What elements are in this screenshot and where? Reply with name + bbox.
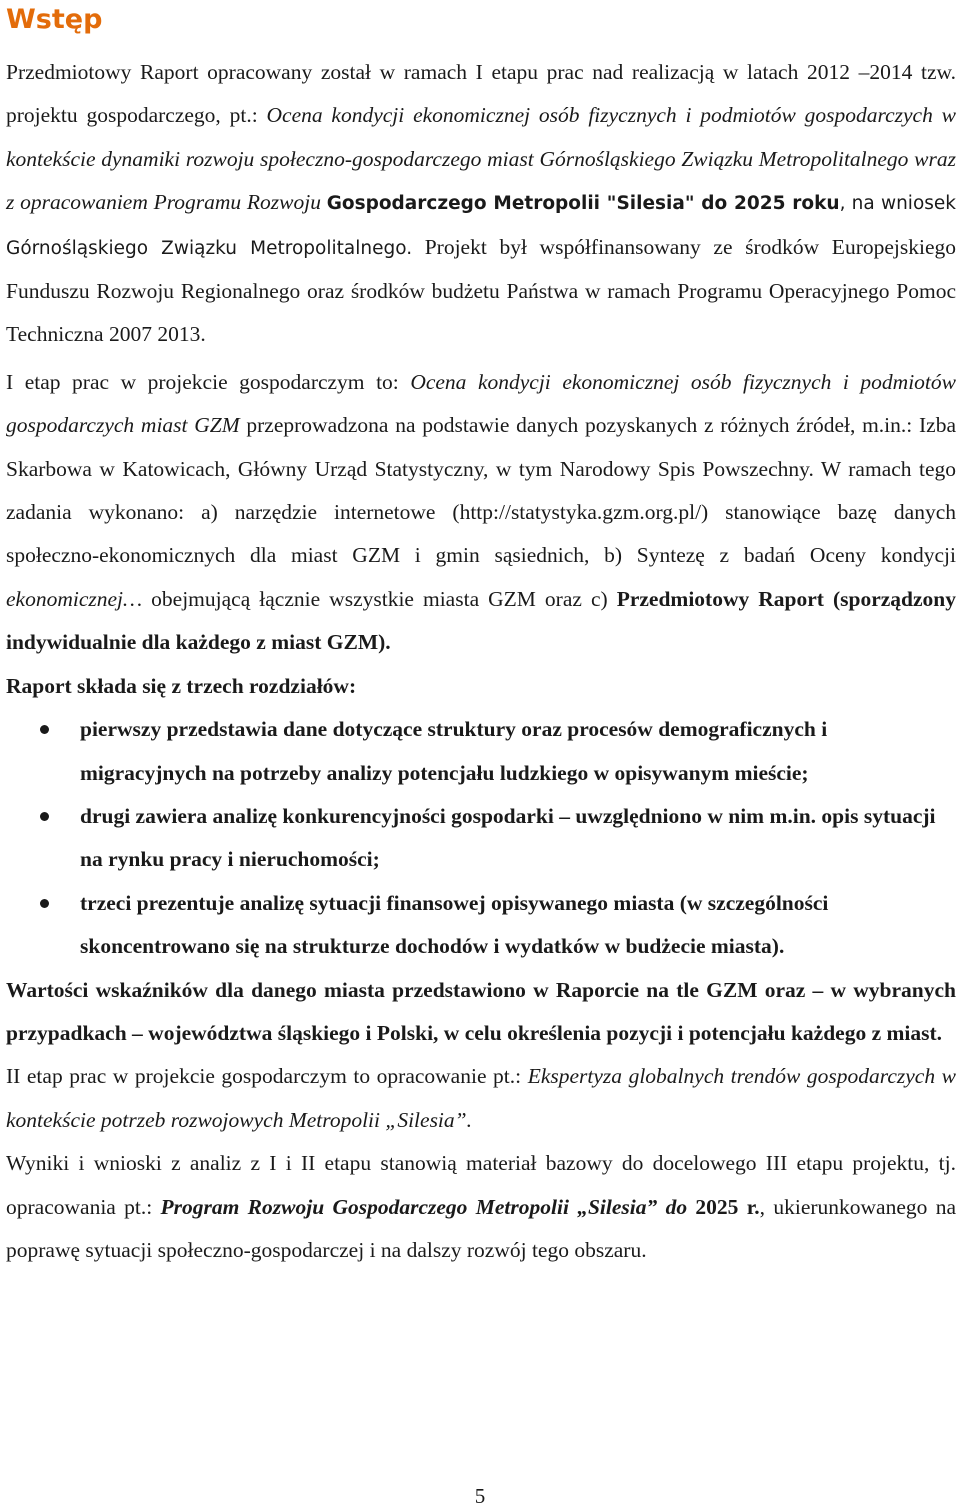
- stage-one-report: Przedmiotowy Raport (sporządzony indywidualnie dla każdego z miast GZM).: [6, 586, 956, 655]
- paragraph-stage-three: [6, 1142, 956, 1272]
- bullet-icon: [40, 812, 49, 821]
- stage-three-lead: Wyniki i wnioski z analiz z I i II etapu stanowią materiał bazowy do docelowego III etapu projektu, tj. opracowania pt.:: [6, 1151, 956, 1219]
- page-number: 5: [474, 1484, 486, 1508]
- stage-one-lead: I etap prac w projekcie gospodarczym to:: [6, 369, 411, 394]
- stage-two-title: Ekspertyza globalnych trendów gospodarczych w kontekście potrzeb rozwojowych Metropolii „Silesia”.: [6, 1064, 956, 1132]
- chapters-list: [6, 708, 956, 968]
- stage-two-lead: II etap prac w projekcie gospodarczym to opracowanie pt.:: [6, 1064, 528, 1089]
- section-heading: Wstęp: [6, 4, 103, 35]
- stage-three-title: Program Rozwoju Gospodarczego Metropolii „Silesia” do: [160, 1194, 688, 1219]
- stage-one-italic-word: ekonomicznej…: [6, 586, 143, 611]
- document-body: [6, 51, 956, 1272]
- paragraph-stage-two: [6, 1055, 956, 1142]
- intro-text: Przedmiotowy Raport opracowany został w ramach I etapu prac nad realizacją w latach 2012 –2014 tzw. projektu gospodarczego, pt.:: [6, 60, 956, 128]
- list-item: [6, 882, 956, 969]
- intro-funding: Projekt był współfinansowany ze środków Europejskiego Funduszu Rozwoju Regionalnego oraz środków budżetu Państwa w ramach Programu Operacyjnego Pomoc Techniczna 2007 2013.: [6, 234, 957, 347]
- intro-requester: , na wniosek Górnośląskiego Związku Metropolitalnego.: [6, 193, 956, 259]
- chapters-heading: Raport składa się z trzech rozdziałów:: [6, 673, 357, 698]
- list-item: [6, 708, 956, 795]
- list-item-text: trzeci prezentuje analizę sytuacji finansowej opisywanego miasta (w szczególności skoncentrowano się na strukturze dochodów i wydatków w budżecie miasta).: [80, 890, 829, 959]
- list-item-text: drugi zawiera analizę konkurencyjności gospodarki – uwzględniono w nim m.in. opis sytuacji na rynku pracy i nieruchomości;: [80, 803, 936, 872]
- paragraph-stage-one: [6, 361, 956, 665]
- paragraph-indicators: Wartości wskaźników dla danego miasta przedstawiono w Raporcie na tle GZM oraz – w wybranych przypadkach – województwa śląskiego i Polski, w celu określenia pozycji i potencjału każdego z miast.: [6, 977, 956, 1045]
- stage-one-text-2: obejmującą łącznie wszystkie miasta GZM oraz c): [142, 586, 617, 611]
- stage-one-title: Ocena kondycji ekonomicznej osób fizycznych i podmiotów gospodarczych miast GZM: [6, 369, 956, 438]
- list-item: [6, 795, 956, 882]
- project-title-bold: Gospodarczego Metropolii "Silesia" do 2025 roku: [326, 193, 840, 215]
- paragraph-intro: [6, 51, 956, 357]
- stage-one-text: przeprowadzona na podstawie danych pozyskanych z różnych źródeł, m.in.: Izba Skarbowa w Katowicach, Główny Urząd Statystyczny, w tym Narodowy Spis Powszechny. W ramach tego zadania wykonano: a) narzędzie internetowe (http://statystyka.gzm.org.pl/) stanowiące bazę danych społeczno-ekonomicznych dla miast GZM i gmin sąsiednich, b) Syntezę z badań Oceny kondycji: [6, 413, 956, 568]
- stage-three-year: 2025 r.: [687, 1194, 760, 1219]
- list-item-text: pierwszy przedstawia dane dotyczące struktury oraz procesów demograficznych i migracyjnych na potrzeby analizy potencjału ludzkiego w opisywanym mieście;: [80, 717, 828, 785]
- bullet-icon: [40, 725, 49, 734]
- project-title-italic: Ocena kondycji ekonomicznej osób fizycznych i podmiotów gospodarczych w kontekście dynamiki rozwoju społeczno-gospodarczego miast Górnośląskiego Związku Metropolitalnego wraz z opracowaniem Programu Rozwoju: [6, 103, 956, 215]
- stage-three-text: , ukierunkowanego na poprawę sytuacji społeczno-gospodarczej i na dalszy rozwój tego obszaru.: [6, 1194, 956, 1262]
- bullet-icon: [40, 899, 49, 908]
